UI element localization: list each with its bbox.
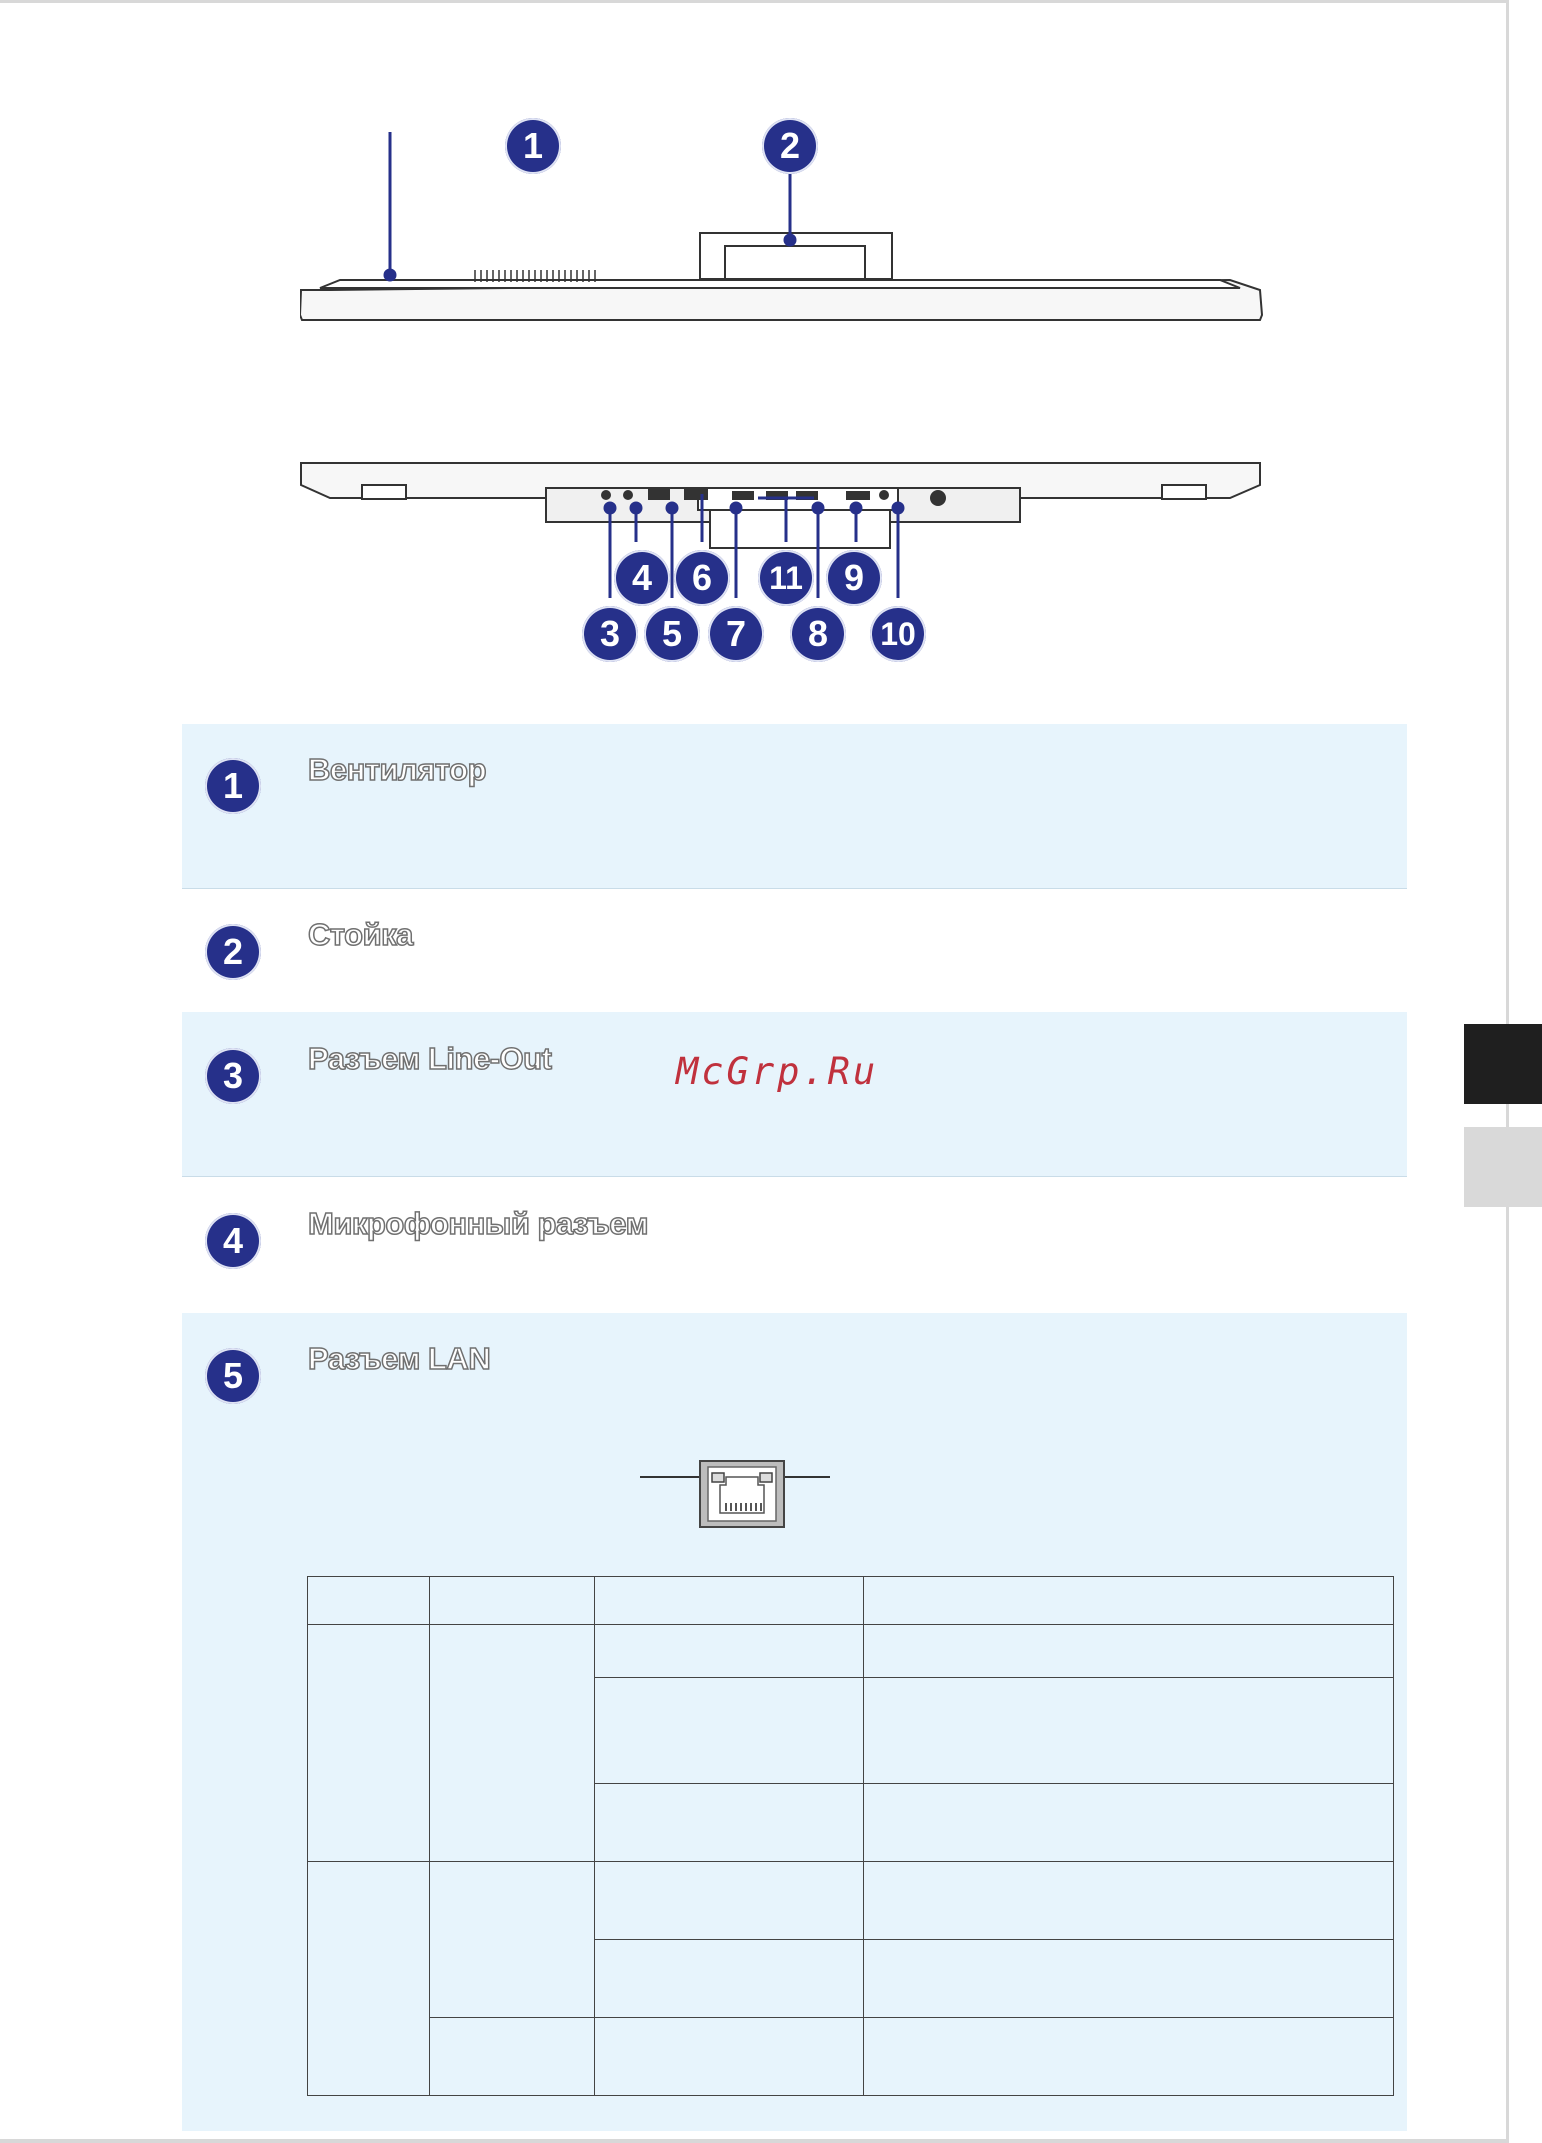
table-cell — [595, 1678, 864, 1784]
item-title-2: Стойка — [308, 917, 413, 952]
chapter-tab[interactable] — [1464, 1127, 1542, 1207]
table-cell — [864, 1784, 1394, 1862]
top-view-drawing — [300, 233, 1262, 320]
bottom-view-drawing — [301, 463, 1260, 548]
callout-3: 3 — [582, 606, 638, 662]
page-frame-top — [0, 0, 1509, 3]
item-title-5: Разъем LAN — [308, 1341, 491, 1376]
table-cell — [595, 1940, 864, 2018]
table-cell — [595, 1862, 864, 1940]
item-number-3: 3 — [205, 1048, 261, 1104]
item-title-4: Микрофонный разъем — [308, 1206, 649, 1241]
table-cell — [308, 1577, 430, 1625]
table-cell — [308, 1862, 430, 2096]
callout-5: 5 — [644, 606, 700, 662]
callout-10: 10 — [870, 606, 926, 662]
callout-6: 6 — [674, 550, 730, 606]
lan-port-illustration — [638, 1455, 832, 1531]
callout-11: 11 — [758, 550, 814, 606]
item-number-4: 4 — [205, 1213, 261, 1269]
table-cell — [864, 1940, 1394, 2018]
callout-4: 4 — [614, 550, 670, 606]
item-number-5: 5 — [205, 1348, 261, 1404]
table-row — [308, 1862, 1394, 1940]
table-cell — [864, 1678, 1394, 1784]
item-band-3 — [182, 1012, 1407, 1176]
table-cell — [430, 1625, 595, 1862]
lan-led-table — [307, 1576, 1394, 2096]
table-cell — [430, 2018, 595, 2096]
table-row — [308, 2018, 1394, 2096]
callout-9: 9 — [826, 550, 882, 606]
item-title-3: Разъем Line-Out — [308, 1041, 552, 1076]
watermark: McGrp.Ru — [676, 1050, 879, 1093]
callout-2: 2 — [762, 118, 818, 174]
table-cell — [864, 1625, 1394, 1678]
table-cell — [430, 1577, 595, 1625]
table-cell — [595, 1784, 864, 1862]
item-number-1: 1 — [205, 758, 261, 814]
page-frame-bottom — [0, 2139, 1509, 2143]
item-band-1 — [182, 724, 1407, 888]
table-cell — [864, 1577, 1394, 1625]
item-title-1: Вентилятор — [308, 752, 487, 787]
callout-1: 1 — [505, 118, 561, 174]
table-cell — [595, 1625, 864, 1678]
table-header-row — [308, 1577, 1394, 1625]
table-row — [308, 1625, 1394, 1678]
table-cell — [308, 1625, 430, 1862]
table-cell — [595, 2018, 864, 2096]
item-number-2: 2 — [205, 924, 261, 980]
table-cell — [430, 1862, 595, 2018]
callout-7: 7 — [708, 606, 764, 662]
callout-8: 8 — [790, 606, 846, 662]
table-cell — [595, 1577, 864, 1625]
table-cell — [864, 1862, 1394, 1940]
table-cell — [864, 2018, 1394, 2096]
item-band-4 — [182, 1177, 1407, 1313]
chapter-tab-active[interactable] — [1464, 1024, 1542, 1104]
